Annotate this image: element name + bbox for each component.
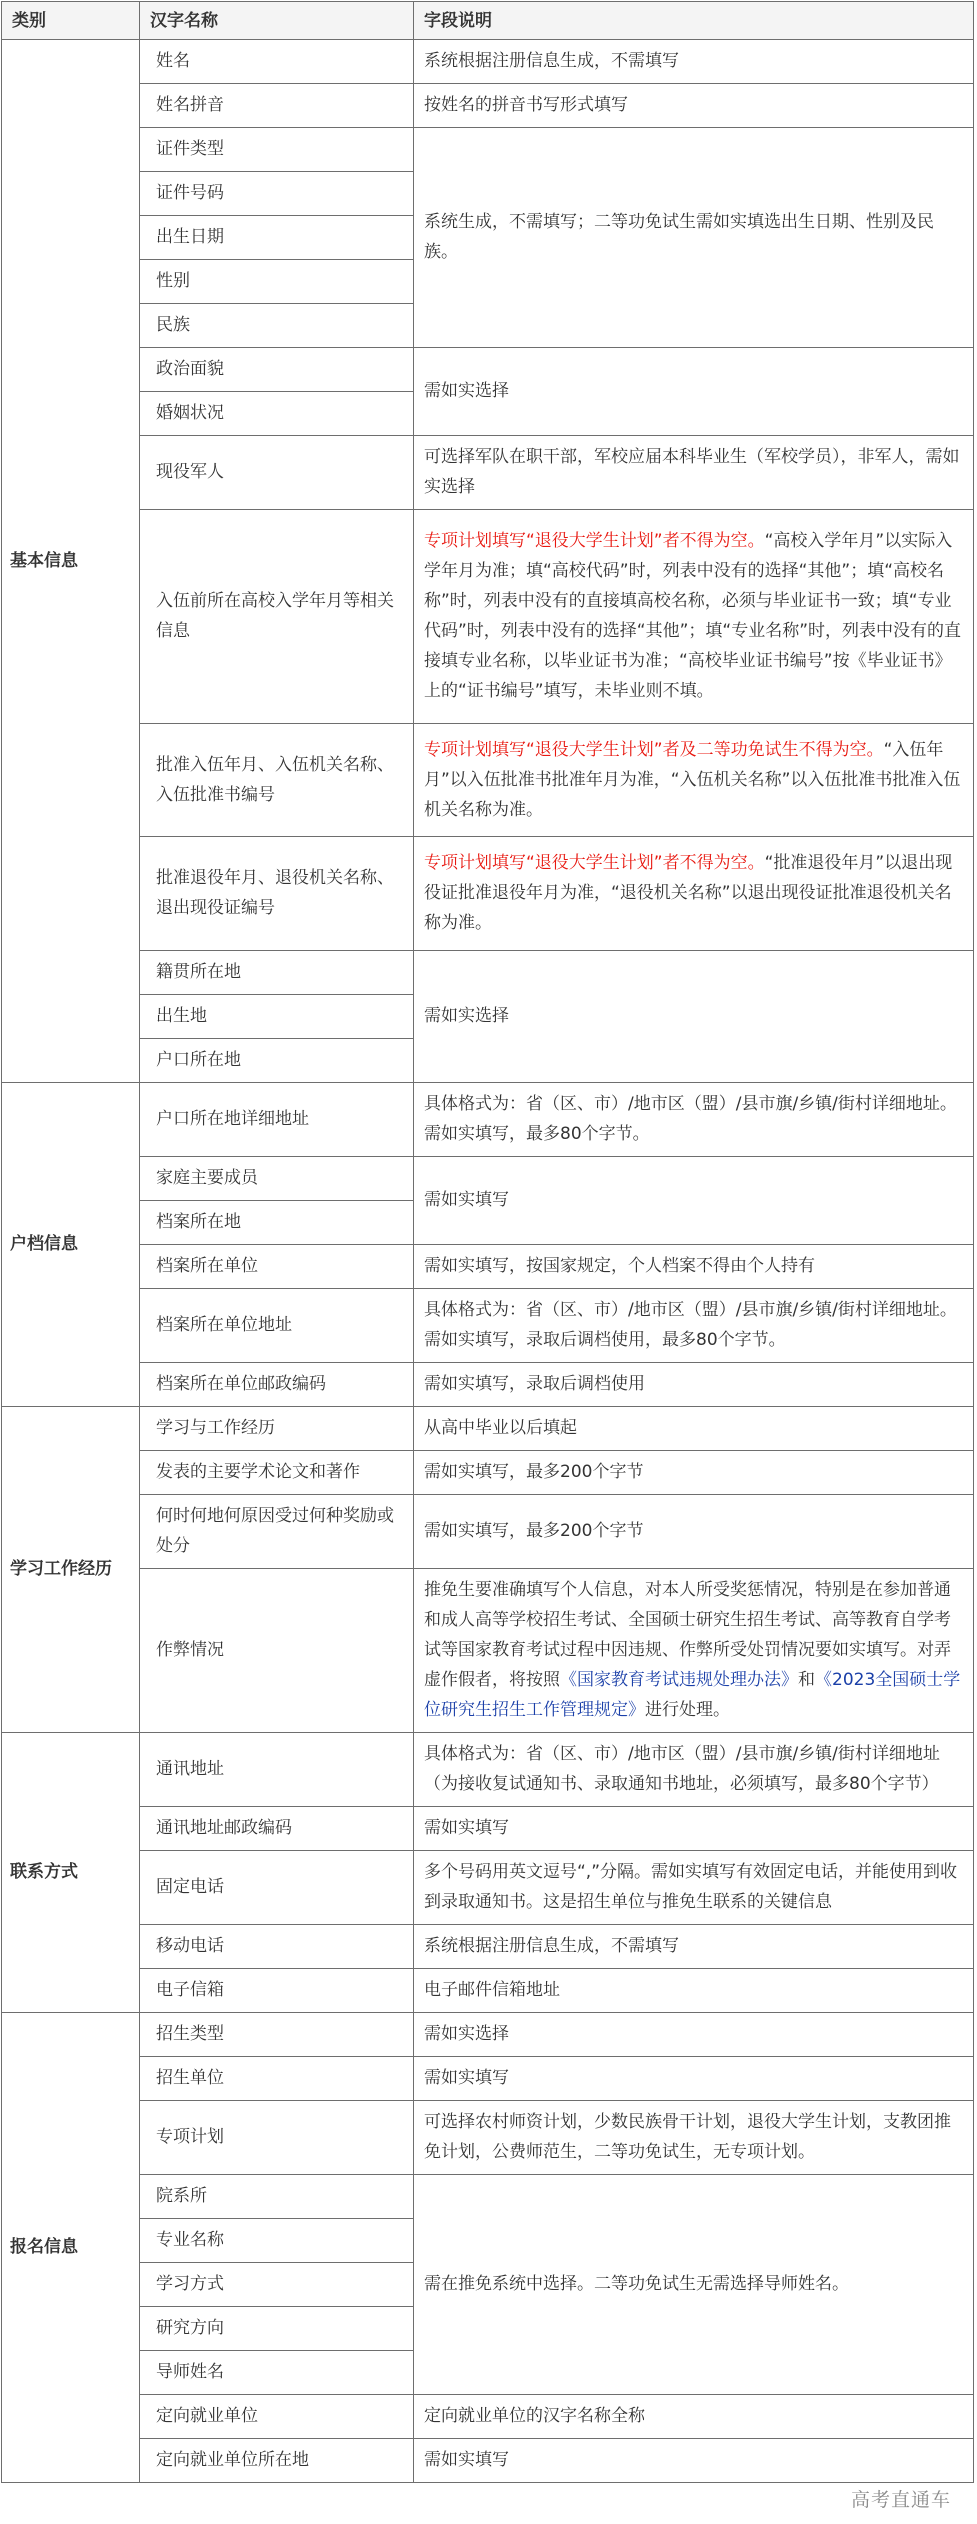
description-cell	[414, 436, 974, 510]
field-name-cell: 何时何地何原因受过何种奖励或处分	[140, 1495, 414, 1569]
table-row	[2, 951, 974, 995]
description-text: 可选择农村师资计划，少数民族骨干计划，退役大学生计划，支教团推免计划，公费师范生，二等功免试生，无专项计划。	[424, 2112, 951, 2162]
field-name-cell: 档案所在单位	[140, 1245, 414, 1289]
description-text: 需如实填写	[424, 2068, 509, 2088]
description-cell	[414, 1495, 974, 1569]
field-name-cell: 招生类型	[140, 2013, 414, 2057]
field-name-cell: 通讯地址	[140, 1733, 414, 1807]
description-text: 需如实填写	[424, 1190, 509, 1210]
description-text: 需在推免系统中选择。二等功免试生无需选择导师姓名。	[424, 2274, 849, 2294]
field-name-cell: 学习与工作经历	[140, 1407, 414, 1451]
field-name-cell: 导师姓名	[140, 2351, 414, 2395]
field-name-cell: 档案所在单位邮政编码	[140, 1363, 414, 1407]
table-row	[2, 2175, 974, 2219]
description-cell	[414, 1807, 974, 1851]
description-cell	[414, 2395, 974, 2439]
description-text: 需如实填写	[424, 1818, 509, 1838]
field-name-cell: 籍贯所在地	[140, 951, 414, 995]
description-cell	[414, 1569, 974, 1733]
description-text: 需如实填写，录取后调档使用	[424, 1374, 645, 1394]
description-text: 需如实填写，按国家规定，个人档案不得由个人持有	[424, 1256, 815, 1276]
field-name-cell: 批准入伍年月、入伍机关名称、入伍批准书编号	[140, 724, 414, 837]
category-cell: 学习工作经历	[2, 1407, 140, 1733]
field-name-cell: 研究方向	[140, 2307, 414, 2351]
table-row	[2, 2395, 974, 2439]
description-cell	[414, 1851, 974, 1925]
category-cell: 基本信息	[2, 40, 140, 1083]
regulation-link[interactable]: 《2023全国硕士学位研究生招生工作管理规定》	[424, 1670, 961, 1720]
watermark: 高考直通车	[850, 2489, 951, 2511]
description-cell	[414, 40, 974, 84]
description-cell	[414, 1969, 974, 2013]
field-name-cell: 定向就业单位	[140, 2395, 414, 2439]
table-row	[2, 436, 974, 510]
table-row	[2, 510, 974, 724]
description-cell	[414, 2439, 974, 2483]
description-text: 具体格式为：省（区、市）/地市区（盟）/县市旗/乡镇/街村详细地址。需如实填写，最多80个字节。	[424, 1094, 957, 1144]
field-name-cell: 户口所在地详细地址	[140, 1083, 414, 1157]
required-notice-text: 专项计划填写“退役大学生计划”者不得为空。	[424, 531, 765, 551]
description-cell	[414, 2057, 974, 2101]
field-name-cell: 出生日期	[140, 216, 414, 260]
description-text: “高校入学年月”以实际入学年月为准；填“高校代码”时，列表中没有的选择“其他”；填“高校名称”时，列表中没有的直接填高校名称，必须与毕业证书一致；填“专业代码”时，列表中没有的选择“其他”；填“专业名称”时，列表中没有的直接填专业名称，以毕业证书为准；“高校毕业证书编号”按《毕业证书》上的“证书编号”填写，未毕业则不填。	[424, 531, 962, 701]
description-text: 系统根据注册信息生成，不需填写	[424, 1936, 679, 1956]
table-row	[2, 1807, 974, 1851]
description-cell	[414, 1451, 974, 1495]
table-row	[2, 1451, 974, 1495]
table-row	[2, 1969, 974, 2013]
field-description-table	[1, 1, 974, 2483]
table-row	[2, 2013, 974, 2057]
table-header-row	[2, 2, 974, 40]
category-cell: 报名信息	[2, 2013, 140, 2483]
description-text: “入伍年月”以入伍批准书批准年月为准，“入伍机关名称”以入伍批准书批准入伍机关名称为准。	[424, 739, 961, 820]
description-text: 可选择军队在职干部，军校应届本科毕业生（军校学员），非军人，需如实选择	[424, 447, 960, 497]
field-name-cell: 招生单位	[140, 2057, 414, 2101]
description-text: 需如实填写，最多200个字节	[424, 1462, 644, 1482]
table-row	[2, 2439, 974, 2483]
description-cell	[414, 1245, 974, 1289]
description-cell	[414, 2175, 974, 2395]
description-text: 进行处理。	[645, 1700, 730, 1720]
field-name-cell: 证件类型	[140, 128, 414, 172]
table-row	[2, 84, 974, 128]
field-name-cell: 专项计划	[140, 2101, 414, 2175]
field-name-cell: 入伍前所在高校入学年月等相关信息	[140, 510, 414, 724]
description-text: 需如实填写，最多200个字节	[424, 1521, 644, 1541]
description-text: 系统生成，不需填写；二等功免试生需如实填选出生日期、性别及民族。	[424, 212, 934, 262]
field-name-cell: 现役军人	[140, 436, 414, 510]
field-name-cell: 家庭主要成员	[140, 1157, 414, 1201]
description-text: 需如实选择	[424, 381, 509, 401]
description-cell	[414, 1733, 974, 1807]
category-cell: 联系方式	[2, 1733, 140, 2013]
required-notice-text: 专项计划填写“退役大学生计划”者不得为空。	[424, 853, 765, 873]
header-category: 类别	[2, 2, 140, 40]
field-name-cell: 证件号码	[140, 172, 414, 216]
table-row	[2, 1363, 974, 1407]
description-cell	[414, 1925, 974, 1969]
description-text: 系统根据注册信息生成，不需填写	[424, 51, 679, 71]
table-row	[2, 1851, 974, 1925]
table-row	[2, 1289, 974, 1363]
description-cell	[414, 1363, 974, 1407]
table-row	[2, 1245, 974, 1289]
table-body	[2, 40, 974, 2483]
field-name-cell: 固定电话	[140, 1851, 414, 1925]
description-cell	[414, 1157, 974, 1245]
description-text: 从高中毕业以后填起	[424, 1418, 577, 1438]
field-name-cell: 批准退役年月、退役机关名称、退出现役证编号	[140, 837, 414, 951]
table-row	[2, 1157, 974, 1201]
description-cell	[414, 348, 974, 436]
field-name-cell: 婚姻状况	[140, 392, 414, 436]
description-text: 需如实填写	[424, 2450, 509, 2470]
field-name-cell: 专业名称	[140, 2219, 414, 2263]
table-row	[2, 2057, 974, 2101]
field-name-cell: 通讯地址邮政编码	[140, 1807, 414, 1851]
description-cell	[414, 128, 974, 348]
description-cell	[414, 724, 974, 837]
regulation-link[interactable]: 《国家教育考试违规处理办法》	[560, 1670, 798, 1690]
field-name-cell: 姓名拼音	[140, 84, 414, 128]
field-name-cell: 发表的主要学术论文和著作	[140, 1451, 414, 1495]
field-name-cell: 档案所在单位地址	[140, 1289, 414, 1363]
table-row	[2, 1495, 974, 1569]
field-name-cell: 移动电话	[140, 1925, 414, 1969]
description-cell	[414, 1407, 974, 1451]
description-text: 多个号码用英文逗号“,”分隔。需如实填写有效固定电话，并能使用到收到录取通知书。这是招生单位与推免生联系的关键信息	[424, 1862, 958, 1912]
table-row	[2, 348, 974, 392]
description-text: 具体格式为：省（区、市）/地市区（盟）/县市旗/乡镇/街村详细地址。需如实填写，录取后调档使用，最多80个字节。	[424, 1300, 957, 1350]
description-cell	[414, 2013, 974, 2057]
description-text: 定向就业单位的汉字名称全称	[424, 2406, 645, 2426]
required-notice-text: 专项计划填写“退役大学生计划”者及二等功免试生不得为空。	[424, 739, 884, 760]
field-name-cell: 民族	[140, 304, 414, 348]
field-name-cell: 户口所在地	[140, 1039, 414, 1083]
description-text: 推免生要准确填写个人信息，对本人所受奖惩情况，特别是在参加普通和成人高等学校招生考试、全国硕士研究生招生考试、高等教育自学考试等国家教育考试过程中因违规、作弊所受处罚情况要如实填写。对弄虚作假者，将按照	[424, 1580, 951, 1690]
table-row	[2, 2101, 974, 2175]
description-text: 电子邮件信箱地址	[424, 1980, 560, 2000]
table-row	[2, 1083, 974, 1157]
description-cell	[414, 837, 974, 951]
description-cell	[414, 2101, 974, 2175]
description-cell	[414, 951, 974, 1083]
table-row	[2, 1407, 974, 1451]
field-name-cell: 电子信箱	[140, 1969, 414, 2013]
description-cell	[414, 510, 974, 724]
description-cell	[414, 1083, 974, 1157]
field-name-cell: 定向就业单位所在地	[140, 2439, 414, 2483]
table-row	[2, 724, 974, 837]
field-name-cell: 姓名	[140, 40, 414, 84]
description-text: 需如实选择	[424, 2024, 509, 2044]
table-row	[2, 128, 974, 172]
field-name-cell: 作弊情况	[140, 1569, 414, 1733]
header-description: 字段说明	[414, 2, 974, 40]
field-name-cell: 政治面貌	[140, 348, 414, 392]
header-name: 汉字名称	[140, 2, 414, 40]
field-name-cell: 出生地	[140, 995, 414, 1039]
field-name-cell: 性别	[140, 260, 414, 304]
table-row	[2, 1733, 974, 1807]
field-name-cell: 院系所	[140, 2175, 414, 2219]
table-row	[2, 1569, 974, 1733]
description-text: 按姓名的拼音书写形式填写	[424, 95, 628, 115]
table-row	[2, 40, 974, 84]
description-text: 需如实选择	[424, 1006, 509, 1026]
description-cell	[414, 1289, 974, 1363]
description-text: 具体格式为：省（区、市）/地市区（盟）/县市旗/乡镇/街村详细地址（为接收复试通知书、录取通知书地址，必须填写，最多80个字节）	[424, 1744, 940, 1794]
field-name-cell: 档案所在地	[140, 1201, 414, 1245]
description-text: “批准退役年月”以退出现役证批准退役年月为准，“退役机关名称”以退出现役证批准退役机关名称为准。	[424, 853, 953, 933]
table-row	[2, 1925, 974, 1969]
description-cell	[414, 84, 974, 128]
table-row	[2, 837, 974, 951]
category-cell: 户档信息	[2, 1083, 140, 1407]
description-text: 和	[798, 1670, 815, 1690]
field-name-cell: 学习方式	[140, 2263, 414, 2307]
